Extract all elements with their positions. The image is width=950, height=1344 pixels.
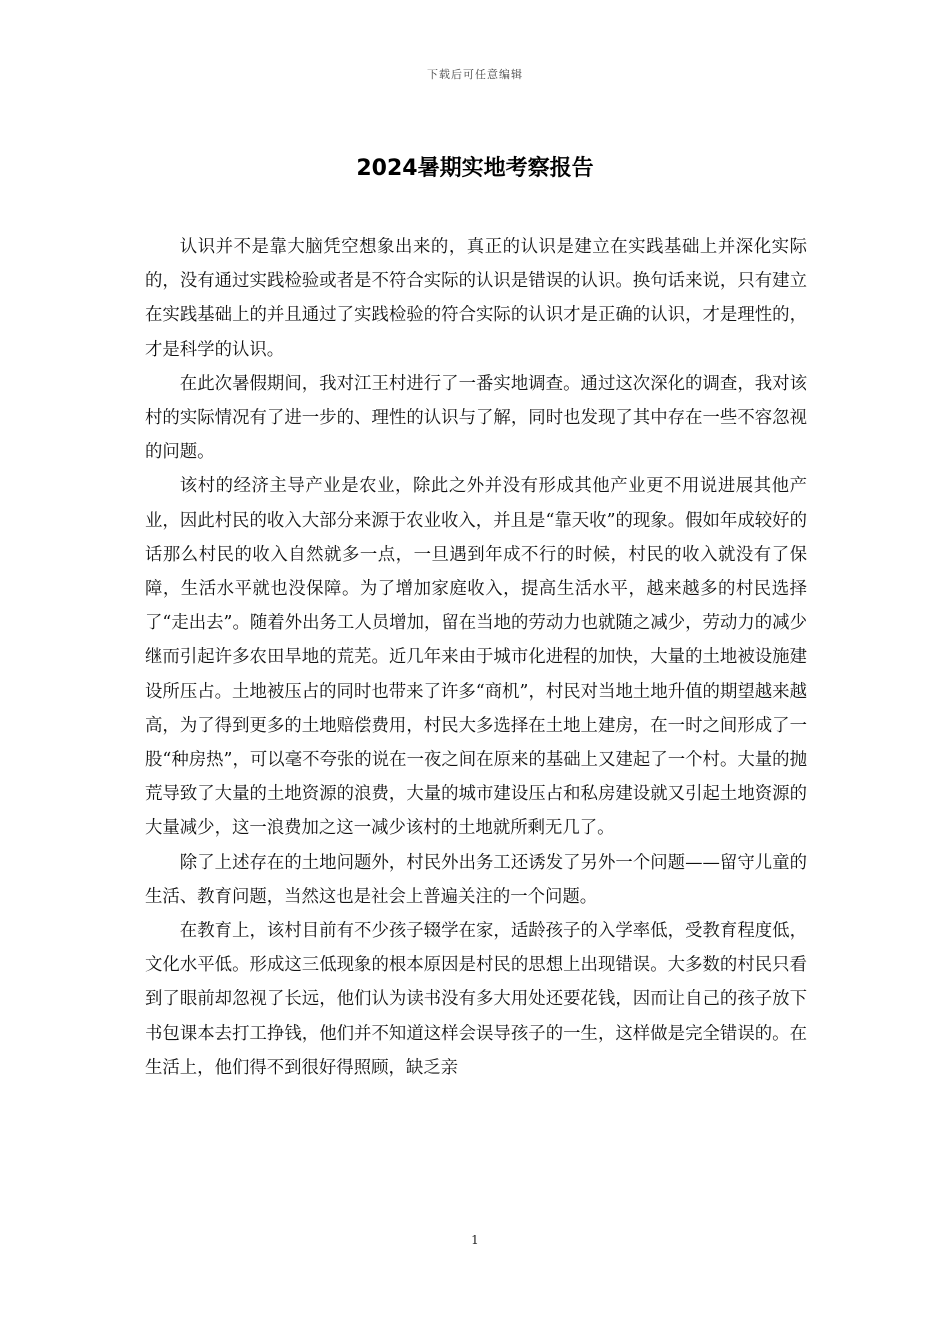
header-note: 下载后可任意编辑 [427, 68, 523, 81]
document-body [145, 230, 807, 1085]
paragraph: 除了上述存在的土地问题外，村民外出务工还诱发了另外一个问题——留守儿童的生活、教育问题，当然这也是社会上普遍关注的一个问题。 [145, 852, 807, 907]
paragraph: 认识并不是靠大脑凭空想象出来的，真正的认识是建立在实践基础上并深化实际的，没有通过实践检验或者是不符合实际的认识是错误的认识。换句话来说，只有建立在实践基础上的并且通过了实践检验的符合实际的认识才是正确的认识，才是理性的，才是科学的认识。 [145, 237, 807, 360]
paragraph: 在此次暑假期间，我对江王村进行了一番实地调查。通过这次深化的调查，我对该村的实际情况有了进一步的、理性的认识与了解，同时也发现了其中存在一些不容忽视的问题。 [145, 373, 807, 463]
document-title: 2024暑期实地考察报告 [356, 156, 594, 181]
paragraph: 在教育上，该村目前有不少孩子辍学在家，适龄孩子的入学率低，受教育程度低，文化水平低。形成这三低现象的根本原因是村民的思想上出现错误。大多数的村民只看到了眼前却忽视了长远，他们认为读书没有多大用处还要花钱，因而让自己的孩子放下书包课本去打工挣钱，他们并不知道这样会误导孩子的一生，这样做是完全错误的。在生活上，他们得不到很好得照顾，缺乏亲 [145, 921, 807, 1078]
paragraph: 该村的经济主导产业是农业，除此之外并没有形成其他产业更不用说进展其他产业，因此村民的收入大部分来源于农业收入，并且是“靠天收”的现象。假如年成较好的话那么村民的收入自然就多一点，一旦遇到年成不行的时候，村民的收入就没有了保障，生活水平就也没保障。为了增加家庭收入，提高生活水平，越来越多的村民选择了“走出去”。随着外出务工人员增加，留在当地的劳动力也就随之减少，劳动力的减少继而引起许多农田旱地的荒芜。近几年来由于城市化进程的加快，大量的土地被设施建设所压占。土地被压占的同时也带来了许多“商机”，村民对当地土地升值的期望越来越高，为了得到更多的土地赔偿费用，村民大多选择在土地上建房，在一时之间形成了一股“种房热”，可以毫不夸张的说在一夜之间在原来的基础上又建起了一个村。大量的抛荒导致了大量的土地资源的浪费，大量的城市建设压占和私房建设就又引起土地资源的大量减少，这一浪费加之这一减少该村的土地就所剩无几了。 [145, 476, 807, 839]
page-number: 1 [471, 1233, 479, 1247]
